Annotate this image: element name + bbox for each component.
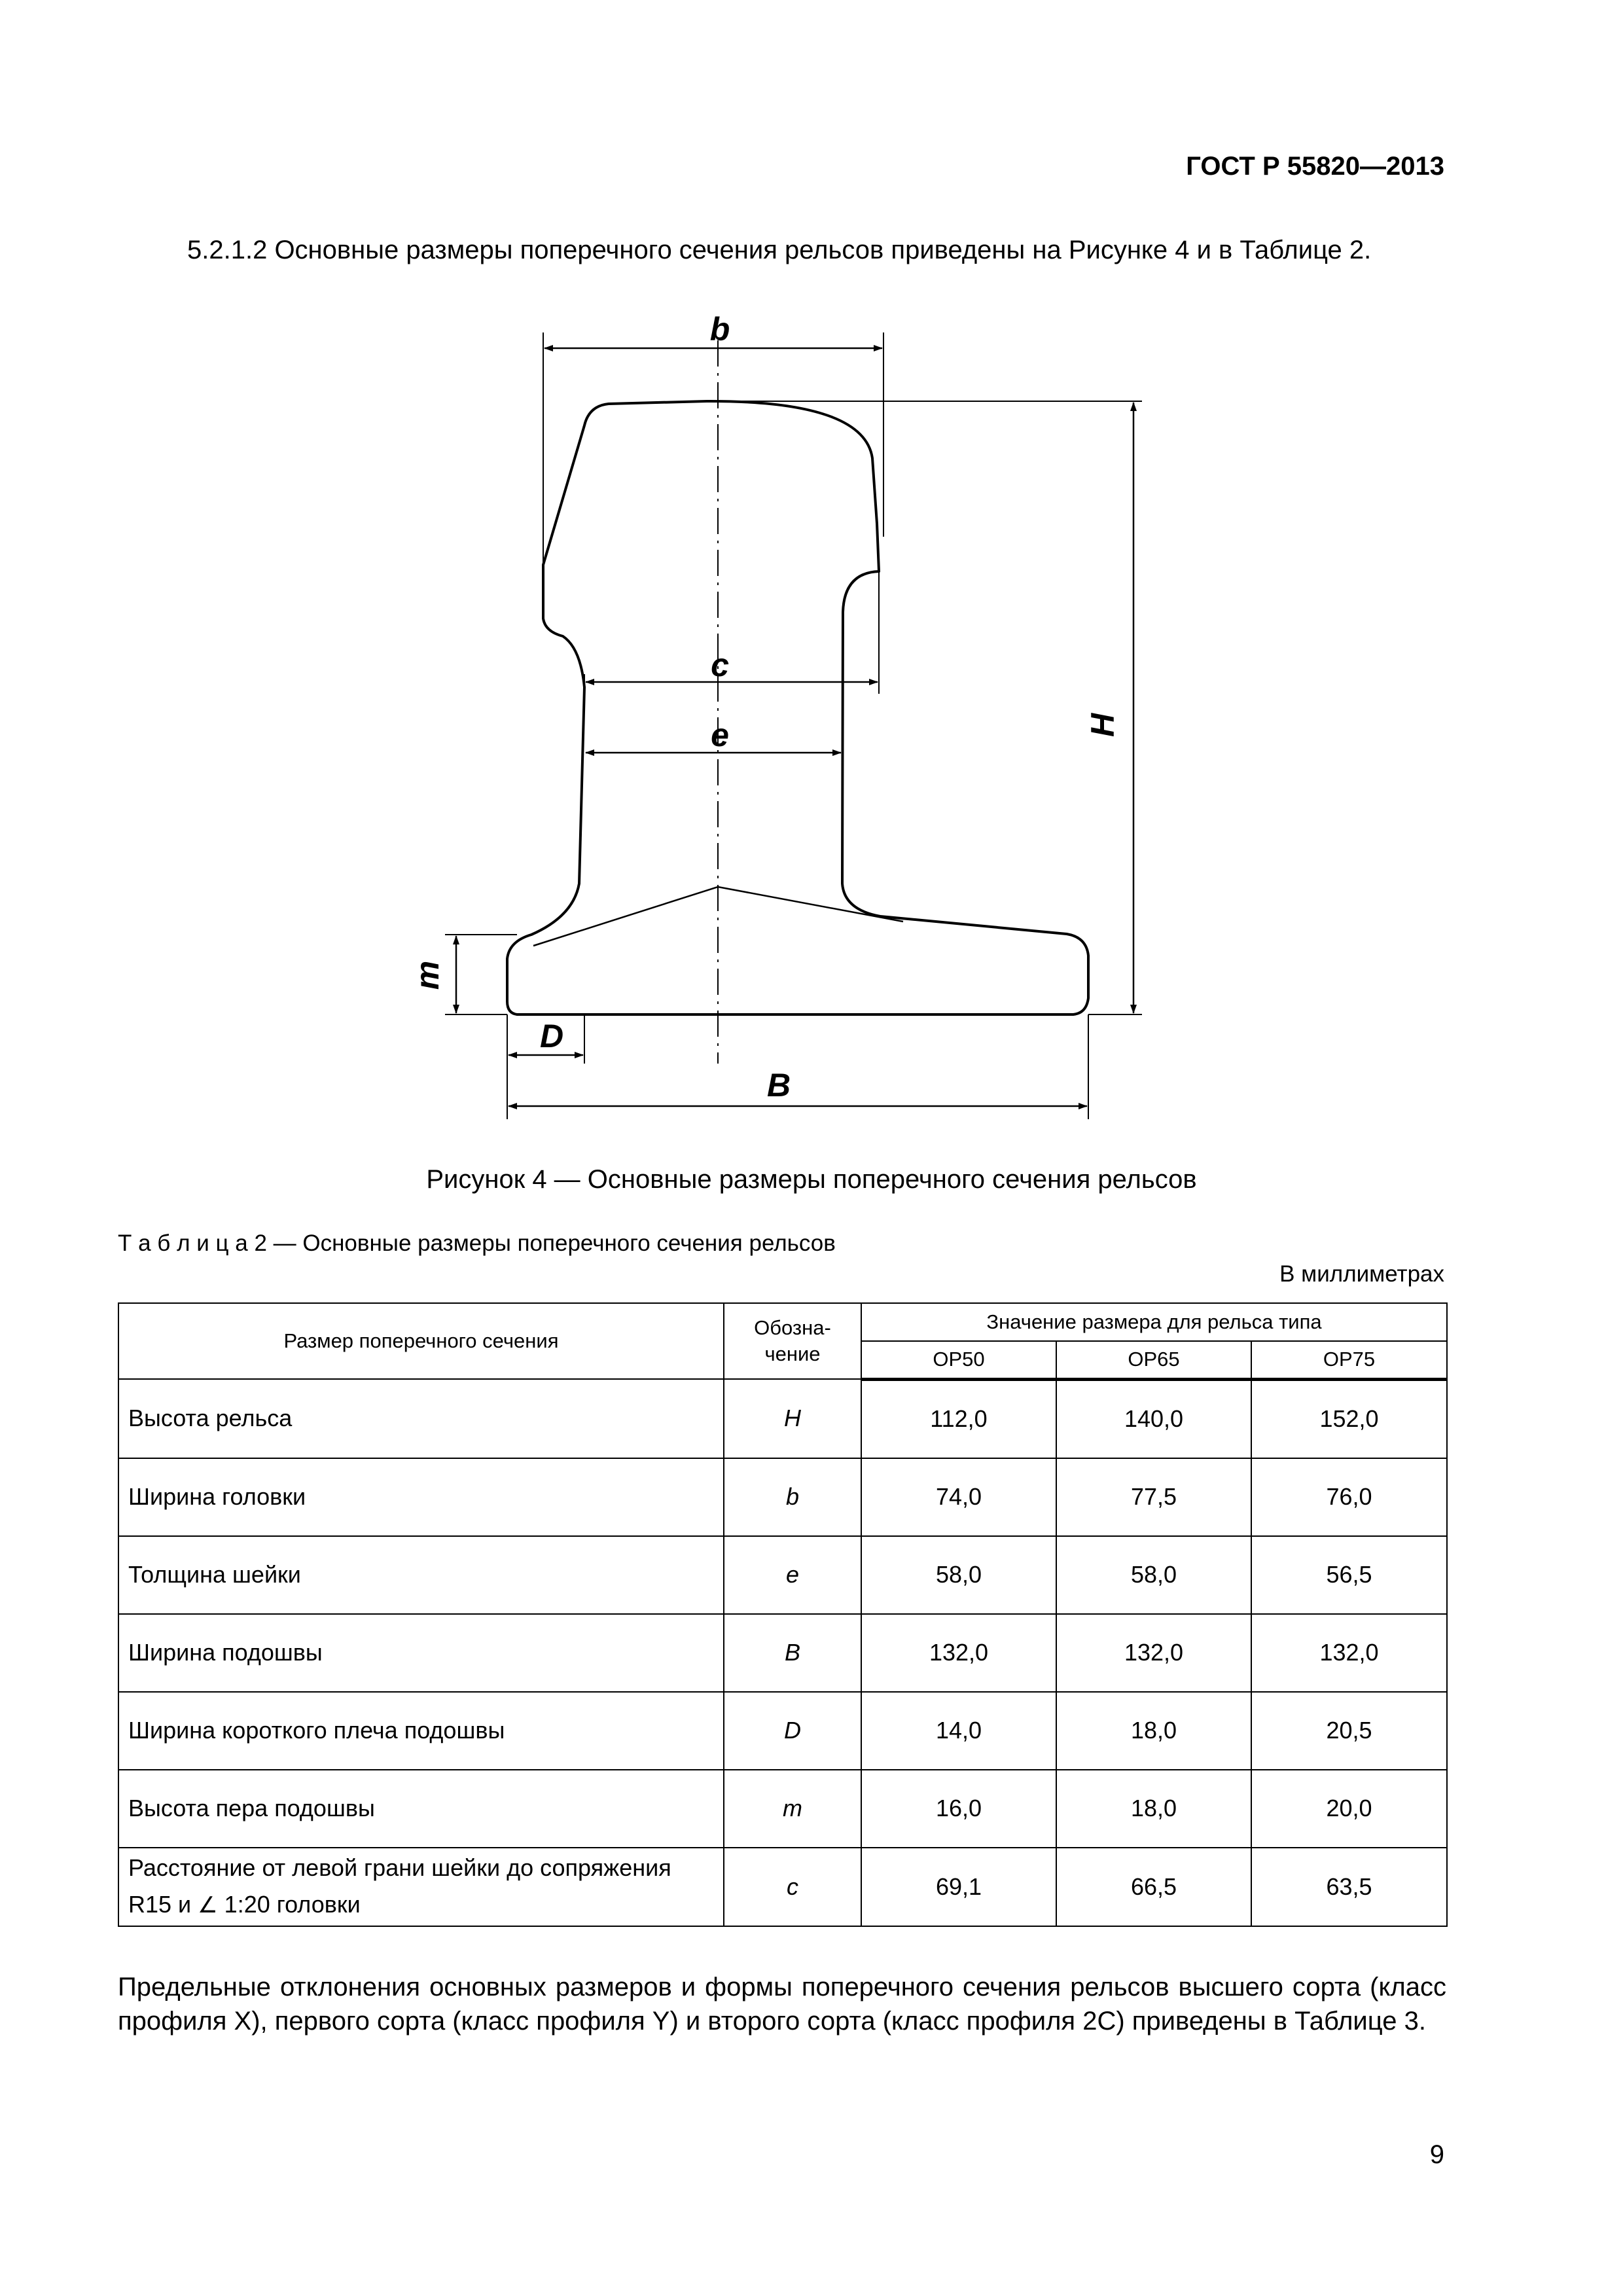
header-type-op75: ОР75 [1251,1341,1447,1379]
page-number: 9 [1429,2140,1444,2169]
dim-label-m: m [409,960,446,990]
row-symbol: D [724,1692,861,1770]
row-value: 152,0 [1251,1379,1447,1458]
row-symbol: m [724,1770,861,1848]
rail-cross-section-figure [393,301,1211,1152]
closing-paragraph: Предельные отклонения основных размеров и формы поперечного сечения рельсов высшего сорта (класс профиля X), первого сорта (класс профиля Y) и второго сорта (класс профиля 2С) приведены в Таблице 3. [118,1973,1446,2036]
row-value: 18,0 [1056,1692,1251,1770]
table-row [118,1379,1447,1458]
row-value: 76,0 [1251,1458,1447,1536]
row-value: 63,5 [1251,1848,1447,1926]
dimensions-table [118,1302,1448,1927]
angle-icon: ∠ [198,1893,218,1918]
figure-caption: Рисунок 4 — Основные размеры поперечного сечения рельсов [426,1165,1197,1194]
document-code: ГОСТ Р 55820—2013 [1186,152,1444,181]
row-name: Ширина подошвы [118,1614,724,1692]
row-value: 140,0 [1056,1379,1251,1458]
row-name [118,1848,724,1926]
header-designation: Обозна- чение [724,1303,861,1379]
header-value-group: Значение размера для рельса типа [861,1303,1447,1341]
row-value: 112,0 [861,1379,1056,1458]
row-value: 132,0 [861,1614,1056,1692]
row-value: 58,0 [861,1536,1056,1614]
dimension-lines [456,348,1133,1106]
rail-profile-outline [507,401,1088,1014]
row-symbol: c [724,1848,861,1926]
row-value: 66,5 [1056,1848,1251,1926]
table-row [118,1770,1447,1848]
row-value: 74,0 [861,1458,1056,1536]
row-value: 16,0 [861,1770,1056,1848]
dim-label-D: D [539,1018,564,1054]
row-value: 132,0 [1056,1614,1251,1692]
header-size: Размер поперечного сечения [118,1303,724,1379]
row-name-line2-prefix: R15 и [128,1891,192,1918]
table-row [118,1614,1447,1692]
row-value: 58,0 [1056,1536,1251,1614]
dim-label-H: H [1084,713,1121,738]
row-name-line2-suffix: 1:20 головки [224,1891,361,1918]
table-row [118,1692,1447,1770]
table-row [118,1536,1447,1614]
table-row [118,1848,1447,1926]
dim-label-B: B [766,1067,791,1103]
row-name: Высота рельса [118,1379,724,1458]
row-name-line1: Расстояние от левой грани шейки до сопряжения [128,1854,671,1881]
dim-label-b: b [709,311,730,348]
row-name: Ширина головки [118,1458,724,1536]
row-value: 56,5 [1251,1536,1447,1614]
row-value: 132,0 [1251,1614,1447,1692]
row-symbol: e [724,1536,861,1614]
row-value: 20,5 [1251,1692,1447,1770]
row-value: 69,1 [861,1848,1056,1926]
row-value: 18,0 [1056,1770,1251,1848]
table-row [118,1458,1447,1536]
row-name: Ширина короткого плеча подошвы [118,1692,724,1770]
row-symbol: B [724,1614,861,1692]
header-type-op65: ОР65 [1056,1341,1251,1379]
row-value: 14,0 [861,1692,1056,1770]
row-value: 77,5 [1056,1458,1251,1536]
row-symbol: H [724,1379,861,1458]
dim-label-c: c [711,647,729,683]
row-value: 20,0 [1251,1770,1447,1848]
row-symbol: b [724,1458,861,1536]
dim-label-e: e [711,717,729,753]
extension-lines [445,332,1142,1119]
table-title: Т а б л и ц а 2 — Основные размеры поперечного сечения рельсов [118,1230,836,1256]
header-type-op50: ОР50 [861,1341,1056,1379]
table-units: В миллиметрах [1279,1261,1444,1287]
intro-paragraph: 5.2.1.2 Основные размеры поперечного сечения рельсов приведены на Рисунке 4 и в Таблице 2. [187,236,1372,264]
row-name: Высота пера подошвы [118,1770,724,1848]
row-name: Толщина шейки [118,1536,724,1614]
